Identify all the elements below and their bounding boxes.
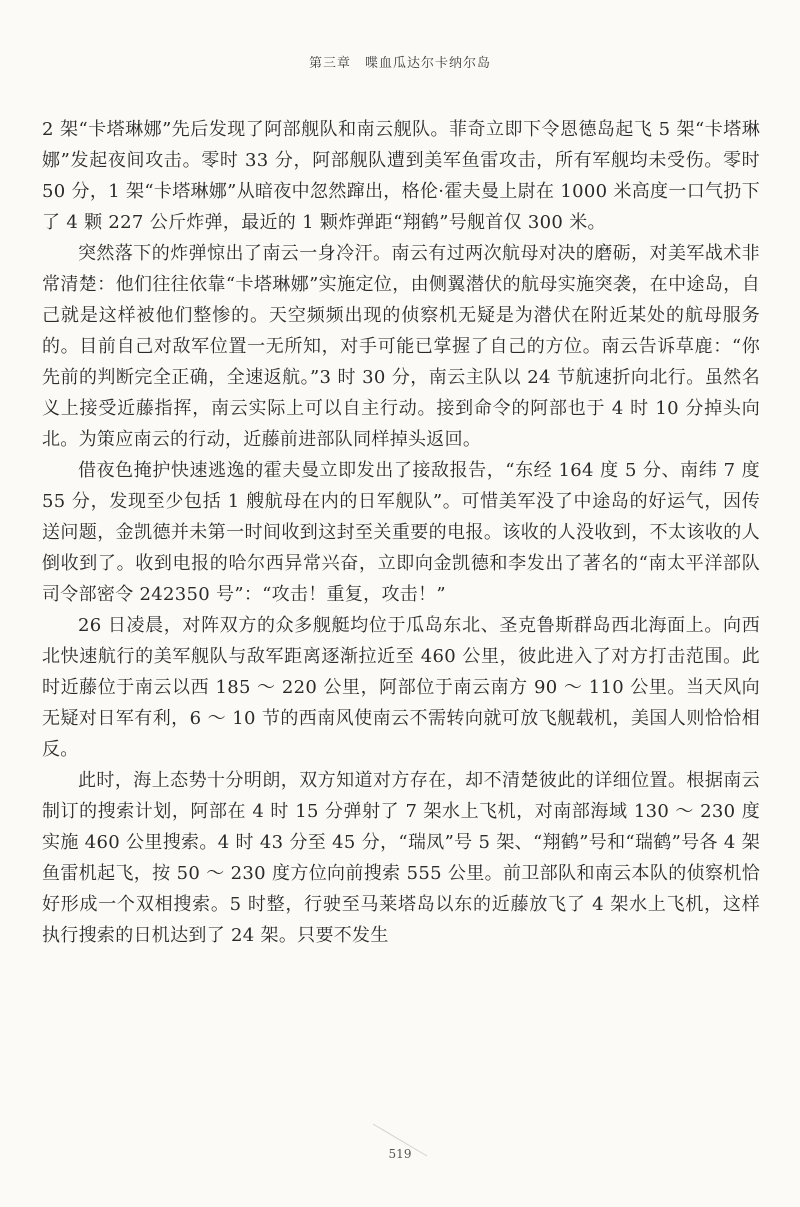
paragraph-5: 此时，海上态势十分明朗，双方知道对方存在，却不清楚彼此的详细位置。根据南云制订的搜索计划，阿部在 4 时 15 分弹射了 7 架水上飞机，对南部海域 130 ～ 230 度实施 460 公里搜索。4 时 43 分至 45 分，“瑞凤”号 5 架、“翔鹤”号和“瑞鹤”号各 4 架鱼雷机起飞，按 50 ～ 230 度方位向前搜索 555 公里。前卫部队和南云本队的侦察机恰好形成一个双相搜索。5 时整，行驶至马莱塔岛以东的近藤放飞了 4 架水上飞机，这样执行搜索的日机达到了 24 架。只要不发生 (42, 770, 760, 946)
paragraph-2: 突然落下的炸弹惊出了南云一身冷汗。南云有过两次航母对决的磨砺，对美军战术非常清楚：他们往往依靠“卡塔琳娜”实施定位，由侧翼潜伏的航母实施突袭，在中途岛，自己就是这样被他们整惨的。天空频频出现的侦察机无疑是为潜伏在附近某处的航母服务的。目前自己对敌军位置一无所知，对手可能已掌握了自己的方位。南云告诉草鹿：“你先前的判断完全正确，全速返航。”3 时 30 分，南云主队以 24 节航速折向北行。虽然名义上接受近藤指挥，南云实际上可以自主行动。接到命令的阿部也于 4 时 10 分掉头向北。为策应南云的行动，近藤前进部队同样掉头返回。 (42, 243, 760, 450)
body-text (42, 114, 760, 951)
running-header: 第三章 喋血瓜达尔卡纳尔岛 (308, 56, 491, 71)
paragraph-4: 26 日凌晨，对阵双方的众多舰艇均位于瓜岛东北、圣克鲁斯群岛西北海面上。向西北快速航行的美军舰队与敌军距离逐渐拉近至 460 公里，彼此进入了对方打击范围。此时近藤位于南云以西 185 ～ 220 公里，阿部位于南云南方 90 ～ 110 公里。当天风向无疑对日军有利，6 ～ 10 节的西南风使南云不需转向就可放飞舰载机，美国人则恰恰相反。 (42, 615, 760, 760)
paragraph-3: 借夜色掩护快速逃逸的霍夫曼立即发出了接敌报告，“东经 164 度 5 分、南纬 7 度 55 分，发现至少包括 1 艘航母在内的日军舰队”。可惜美军没了中途岛的好运气，因传送问题，金凯德并未第一时间收到这封至关重要的电报。该收的人没收到，不太该收的人倒收到了。收到电报的哈尔西异常兴奋，立即向金凯德和李发出了著名的“南太平洋部队司令部密令 242350 号”：“攻击！重复，攻击！” (42, 460, 760, 605)
paragraph-1: 2 架“卡塔琳娜”先后发现了阿部舰队和南云舰队。菲奇立即下令恩德岛起飞 5 架“卡塔琳娜”发起夜间攻击。零时 33 分，阿部舰队遭到美军鱼雷攻击，所有军舰均未受伤。零时 50 分，1 架“卡塔琳娜”从暗夜中忽然蹿出，格伦·霍夫曼上尉在 1000 米高度一口气扔下了 4 颗 227 公斤炸弹，最近的 1 颗炸弹距“翔鹤”号舰首仅 300 米。 (42, 119, 760, 233)
page-number: 519 (388, 1147, 412, 1161)
